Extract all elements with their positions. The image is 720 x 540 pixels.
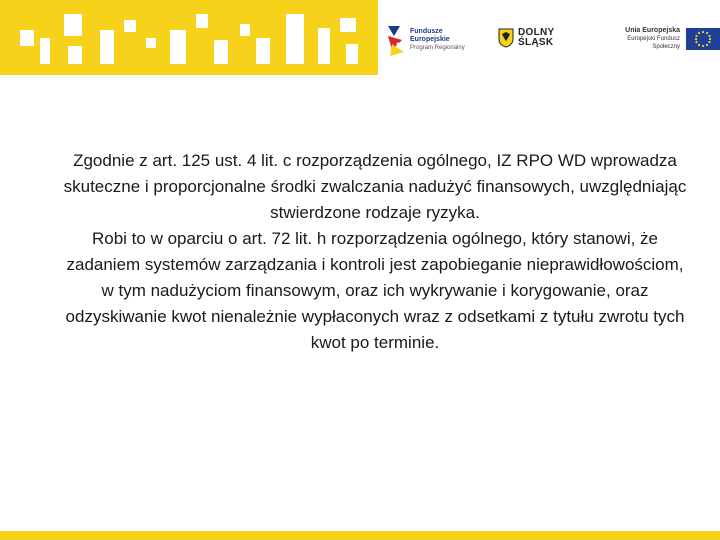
footer-band — [0, 531, 720, 540]
decor-block — [64, 14, 82, 36]
unia-europejska-text — [600, 27, 680, 51]
unia-europejska-logo — [600, 27, 720, 51]
decor-block — [124, 20, 136, 32]
header-band — [0, 0, 720, 75]
decor-block — [286, 14, 304, 64]
ue-line2: Europejski Fundusz Społeczny — [627, 36, 680, 50]
decor-block — [100, 30, 114, 64]
eagle-shield-icon — [498, 28, 514, 48]
dolny-slask-line1: DOLNY — [518, 27, 555, 38]
decor-block — [196, 14, 208, 28]
fundusze-europejskie-icon — [386, 22, 406, 58]
dolny-slask-logo — [498, 28, 555, 48]
fundusze-europejskie-text — [410, 28, 465, 52]
decor-block — [68, 46, 82, 64]
decor-block — [240, 24, 250, 36]
decor-block — [170, 30, 186, 64]
paragraph-2: Robi to w oparciu o art. 72 lit. h rozporządzenia ogólnego, który stanowi, że zadaniem systemów zarządzania i kontroli jest zapobieganie nieprawidłowościom, w tym nadużyciom finansowym, oraz ich wykrywanie i korygowanie, oraz odzyskiwanie kwot nienależnie wypłaconych wraz z odsetkami z tytułu zwrotu tych kwot po terminie. — [65, 229, 685, 352]
decor-block — [214, 40, 228, 64]
decor-block — [346, 44, 358, 64]
decor-block — [318, 28, 330, 64]
main-text — [60, 148, 690, 356]
decor-block — [40, 38, 50, 64]
fundusze-line1: Fundusze — [410, 28, 443, 35]
fundusze-line3: Program Regionalny — [410, 45, 465, 51]
dolny-slask-text — [518, 28, 555, 48]
ue-line1: Unia Europejska — [625, 27, 680, 34]
fundusze-line2: Europejskie — [410, 36, 450, 43]
decor-block — [20, 30, 34, 46]
eu-flag-icon — [686, 28, 720, 50]
decor-block — [256, 38, 270, 64]
decor-block — [340, 18, 356, 32]
dolny-slask-line2: ŚLĄSK — [518, 37, 554, 48]
decor-block — [146, 38, 156, 48]
paragraph-1: Zgodnie z art. 125 ust. 4 lit. c rozporządzenia ogólnego, IZ RPO WD wprowadza skuteczne i proporcjonalne środki zwalczania nadużyć finansowych, uwzględniając stwierdzone rodzaje ryzyka. — [63, 151, 687, 222]
fundusze-europejskie-logo — [386, 22, 465, 58]
